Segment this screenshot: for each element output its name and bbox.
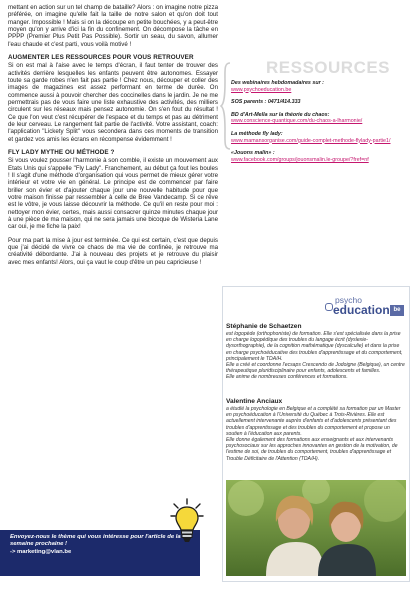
resource-item [231,131,415,144]
resource-link[interactable]: www.facebook.com/groups/jouonsmalin.le-groupe/?fref=nf [231,156,369,163]
author-bio-text: est logopède (orthophoniste) de formation. Elle s'est spécialisée dans la prise en charge logopédique des troubles du langage écrit (dyslexie-dysorthographie), de la cognition mathématique (dyscalculie) et dans la prise en charge psychoéducative des troubles d'apprentissage et du comportement, principalement le TDA/H. [226,331,403,362]
resource-item [231,150,415,163]
author-bio-text: Elle anime de nombreuses conférences et formations. [226,374,348,381]
resource-link[interactable]: www.mamansorganise.com/guide-complet-methode-flylady-partie1/ [231,137,391,144]
author-bio-text: Elle a créé et coordonne l'ecsaps Crescendo de Jodoigne (Belgique), un centre thérapeutique pluridisciplinaire pour enfants, adolescents et familles. [226,362,405,375]
resource-item [231,112,415,125]
resource-link[interactable]: www.psychoeducation.be [231,86,292,93]
callout-text: Envoyez-nous le thème qui vous intéresse pour l'article de la semaine prochaine ! [10,534,181,548]
resource-item [231,99,415,106]
author-name: Stéphanie de Schaetzen [226,323,302,330]
author-bio-text: a étudié la psychologie en Belgique et a complété sa formation par un Master en psychoéducation à l'Université du Québec à Trois-Rivières. Elle est actuellement intervenante auprès d'enfants et d'adolescents présentant des troubles d'apprentissage et des troubles du comportement et propose un soutien à l'éducation aux parents. [226,406,401,437]
authors-photo [226,480,406,576]
resource-link[interactable]: www.conscience-quantique.com/du-chaos-a-lharmonie/ [231,118,363,125]
author-bio-text: Elle donne également des formations aux enseignants et aux intervenants psychosociaux sur les approches innovantes en gestion de la motivation, de l'estime de soi, de troubles du comportement, troubles d'apprentissage et Trouble Déficitaire de l'Attention (TDA/H). [226,437,398,462]
resource-label: «Jouons malin» : [231,150,275,157]
resource-label: SOS parents : 0471/414.333 [231,99,301,106]
section-heading: FLY LADY MYTHE OU MÉTHODE ? [8,149,115,157]
resource-label: Des webinaires hebdomadaires sur : [231,80,324,86]
resource-label: La méthode fly lady: [231,130,283,137]
resources-title: RESSOURCES [266,58,391,77]
resource-item [231,80,415,93]
author-bio [226,398,406,462]
author-name: Valentine Anciaux [226,398,283,405]
article-paragraph: mettant en action sur un tel champ de bataille? Alors : on imagine notre pizza préférée, on imagine qu'elle fait la taille de notre salon et qu'on doit tout manger. Impossible ! Mais si on la découpe en petite bouchées, y a peut-être moyen qu'on y arrive d'ici la fin du confinement. On décompose la tâche en PPPP (Premier Plus Petit Pas Possible). Sortir un seau, du savon, allumer l'eau chaude et c'est parti, vous voilà motivé ! [8,4,218,48]
callout-email[interactable]: -> marketing@vlan.be [10,549,72,556]
article-column [8,4,218,529]
logo-mark-icon [325,303,333,311]
lightbulb-icon [170,498,204,546]
article-paragraph: Si on est mal à l'aise avec le temps d'écran, il faut tenter de trouver des activités derrière lesquelles les enfants peuvent être autonomes. Essayer toute sa garde robes n'en fait pas partie ! Chez nous, découper et coller des images de magazines est assez performant en terme de durée. On commence aussi à pouvoir chercher des coccinelles dans le jardin. Je ne me permettrais pas de vous faire une liste exhaustive des activités, des milliers circulent sur les réseaux mais pensez autonomie. On s'en fout du résultat ! Ce que l'on veut c'est récupérer de l'espace et du temps et pas au détriment de leur cerveau. Le rangement fait partie de l'activité. Votre assistant, coach: l'application "Lickety Split" vous secondera dans ces moments de transition et gardez vos amis les écrans en récompense évidemment ! [8,62,218,143]
logo-top-text: psycho [335,295,362,305]
psychoeducation-logo [325,295,411,321]
article-paragraph: Pour ma part la mise à jour est terminée. Ce qui est certain, c'est que depuis que j'ai décidé de vivre ce chaos de ma vie de confinée, je retrouve ma créativité débordante. J'ai à nouveau des projets et je retrouve du plaisir avec mes enfants! Alors, oui ça vaut le coup d'être un peu capricieuse ! [8,236,218,266]
resource-label: BD d'Art-Mella sur la théorie du chaos: [231,111,330,118]
logo-badge: be [390,305,404,316]
article-paragraph: Si vous voulez pousser l'harmonie à son comble, il existe un mouvement aux Etats Unis qui s'appelle "Fly Lady". Franchement, au début ça fout les boules ! Il s'agit d'une méthode d'organisation qui vous permet de mieux gérer votre intérieur et votre vie en général. Le principe est de commencer par faire briller son évier et d'ajouter chaque jour une nouvelle habitude pour que votre maison finisse par ressembler à celle de Bree Vandecamp. Si ce rêve est le vôtre, je vous laisse découvrir la méthode. Ce qu'il en reste pour moi : nettoyer mon évier, certes, mais aussi consacrer quinze minutes chaque jour à une pièce de ma maison, qui ne sera jamais une bicoque de Wisteria Lane car oui, je me fiche la paix! [8,157,218,231]
section-heading: AUGMENTER LES RESSOURCES POUR VOUS RETROUVER [8,54,194,62]
author-bio [226,323,406,381]
logo-main-text: education [333,303,390,317]
resources-list [231,80,415,169]
